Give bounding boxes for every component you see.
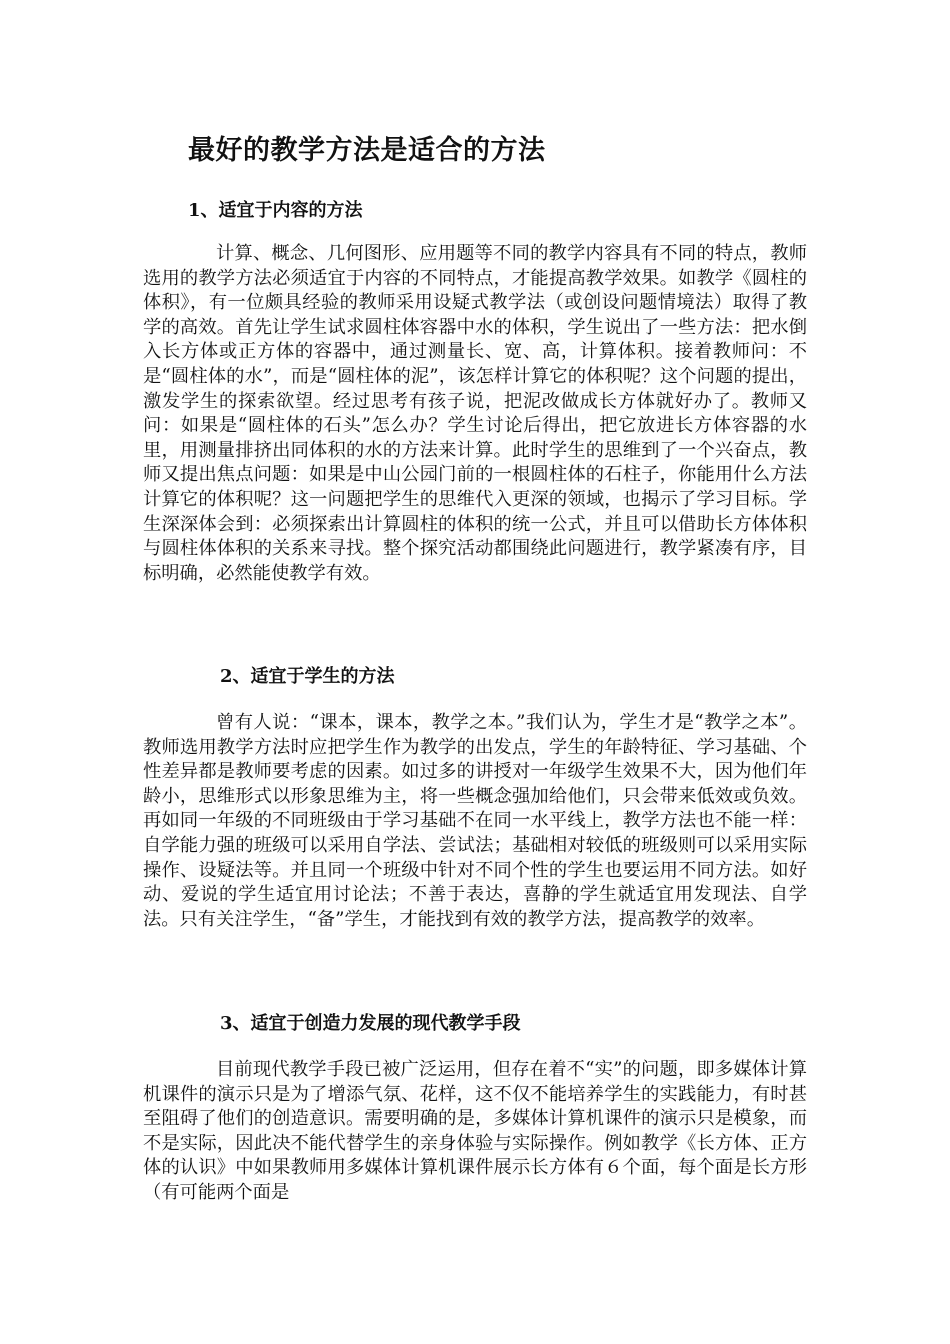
section-3-heading: 3、适宜于创造力发展的现代教学手段 (220, 1013, 521, 1034)
section-3-paragraph: 目前现代教学手段已被广泛运用，但存在着不“实”的问题，即多媒体计算机课件的演示只是为了增添气氛、花样，这不仅不能培养学生的实践能力，有时甚至阻碍了他们的创造意识。需要明确的是，多媒体计算机课件的演示只是模象，而不是实际，因此决不能代替学生的亲身体验与实际操作。例如教学《长方体、正方体的认识》中如果教师用多媒体计算机课件展示长方体有６个面，每个面是长方形（有可能两个面是 (143, 1059, 807, 1203)
section-1-paragraph: 计算、概念、几何图形、应用题等不同的教学内容具有不同的特点，教师选用的教学方法必须适宜于内容的不同特点，才能提高教学效果。如教学《圆柱的体积》，有一位颇具经验的教师采用设疑式教学法（或创设问题情境法）取得了教学的高效。首先让学生试求圆柱体容器中水的体积，学生说出了一些方法：把水倒入长方体或正方体的容器中，通过测量长、宽、高，计算体积。接着教师问：不是“圆柱体的水”，而是“圆柱体的泥”，该怎样计算它的体积呢？这个问题的提出，激发学生的探索欲望。经过思考有孩子说，把泥改做成长方体就好办了。教师又问：如果是“圆柱体的石头”怎么办？学生讨论后得出，把它放进长方体容器的水里，用测量排挤出同体积的水的方法来计算。此时学生的思维到了一个兴奋点，教师又提出焦点问题：如果是中山公园门前的一根圆柱体的石柱子，你能用什么方法计算它的体积呢？这一问题把学生的思维代入更深的领域，也揭示了学习目标。学生深深体会到：必须探索出计算圆柱的体积的统一公式，并且可以借助长方体体积与圆柱体体积的关系来寻找。整个探究活动都围绕此问题进行，教学紧凑有序，目标明确，必然能使教学有效。 (143, 243, 807, 584)
section-2-paragraph: 曾有人说：“课本，课本，教学之本。”我们认为，学生才是“教学之本”。教师选用教学方法时应把学生作为教学的出发点，学生的年龄特征、学习基础、个性差异都是教师要考虑的因素。如过多的讲授对一年级学生效果不大，因为他们年龄小，思维形式以形象思维为主，将一些概念强加给他们，只会带来低效或负效。再如同一年级的不同班级由于学习基础不在同一水平线上，教学方法也不能一样：自学能力强的班级可以采用自学法、尝试法；基础相对较低的班级则可以采用实际操作、设疑法等。并且同一个班级中针对不同个性的学生也要运用不同方法。如好动、爱说的学生适宜用讨论法；不善于表达，喜静的学生就适宜用发现法、自学法。只有关注学生，“备”学生，才能找到有效的教学方法，提高教学的效率。 (143, 712, 807, 930)
section-1-heading: 1、适宜于内容的方法 (188, 200, 363, 221)
document-title: 最好的教学方法是适合的方法 (188, 135, 546, 166)
section-2-heading: 2、适宜于学生的方法 (220, 666, 395, 687)
